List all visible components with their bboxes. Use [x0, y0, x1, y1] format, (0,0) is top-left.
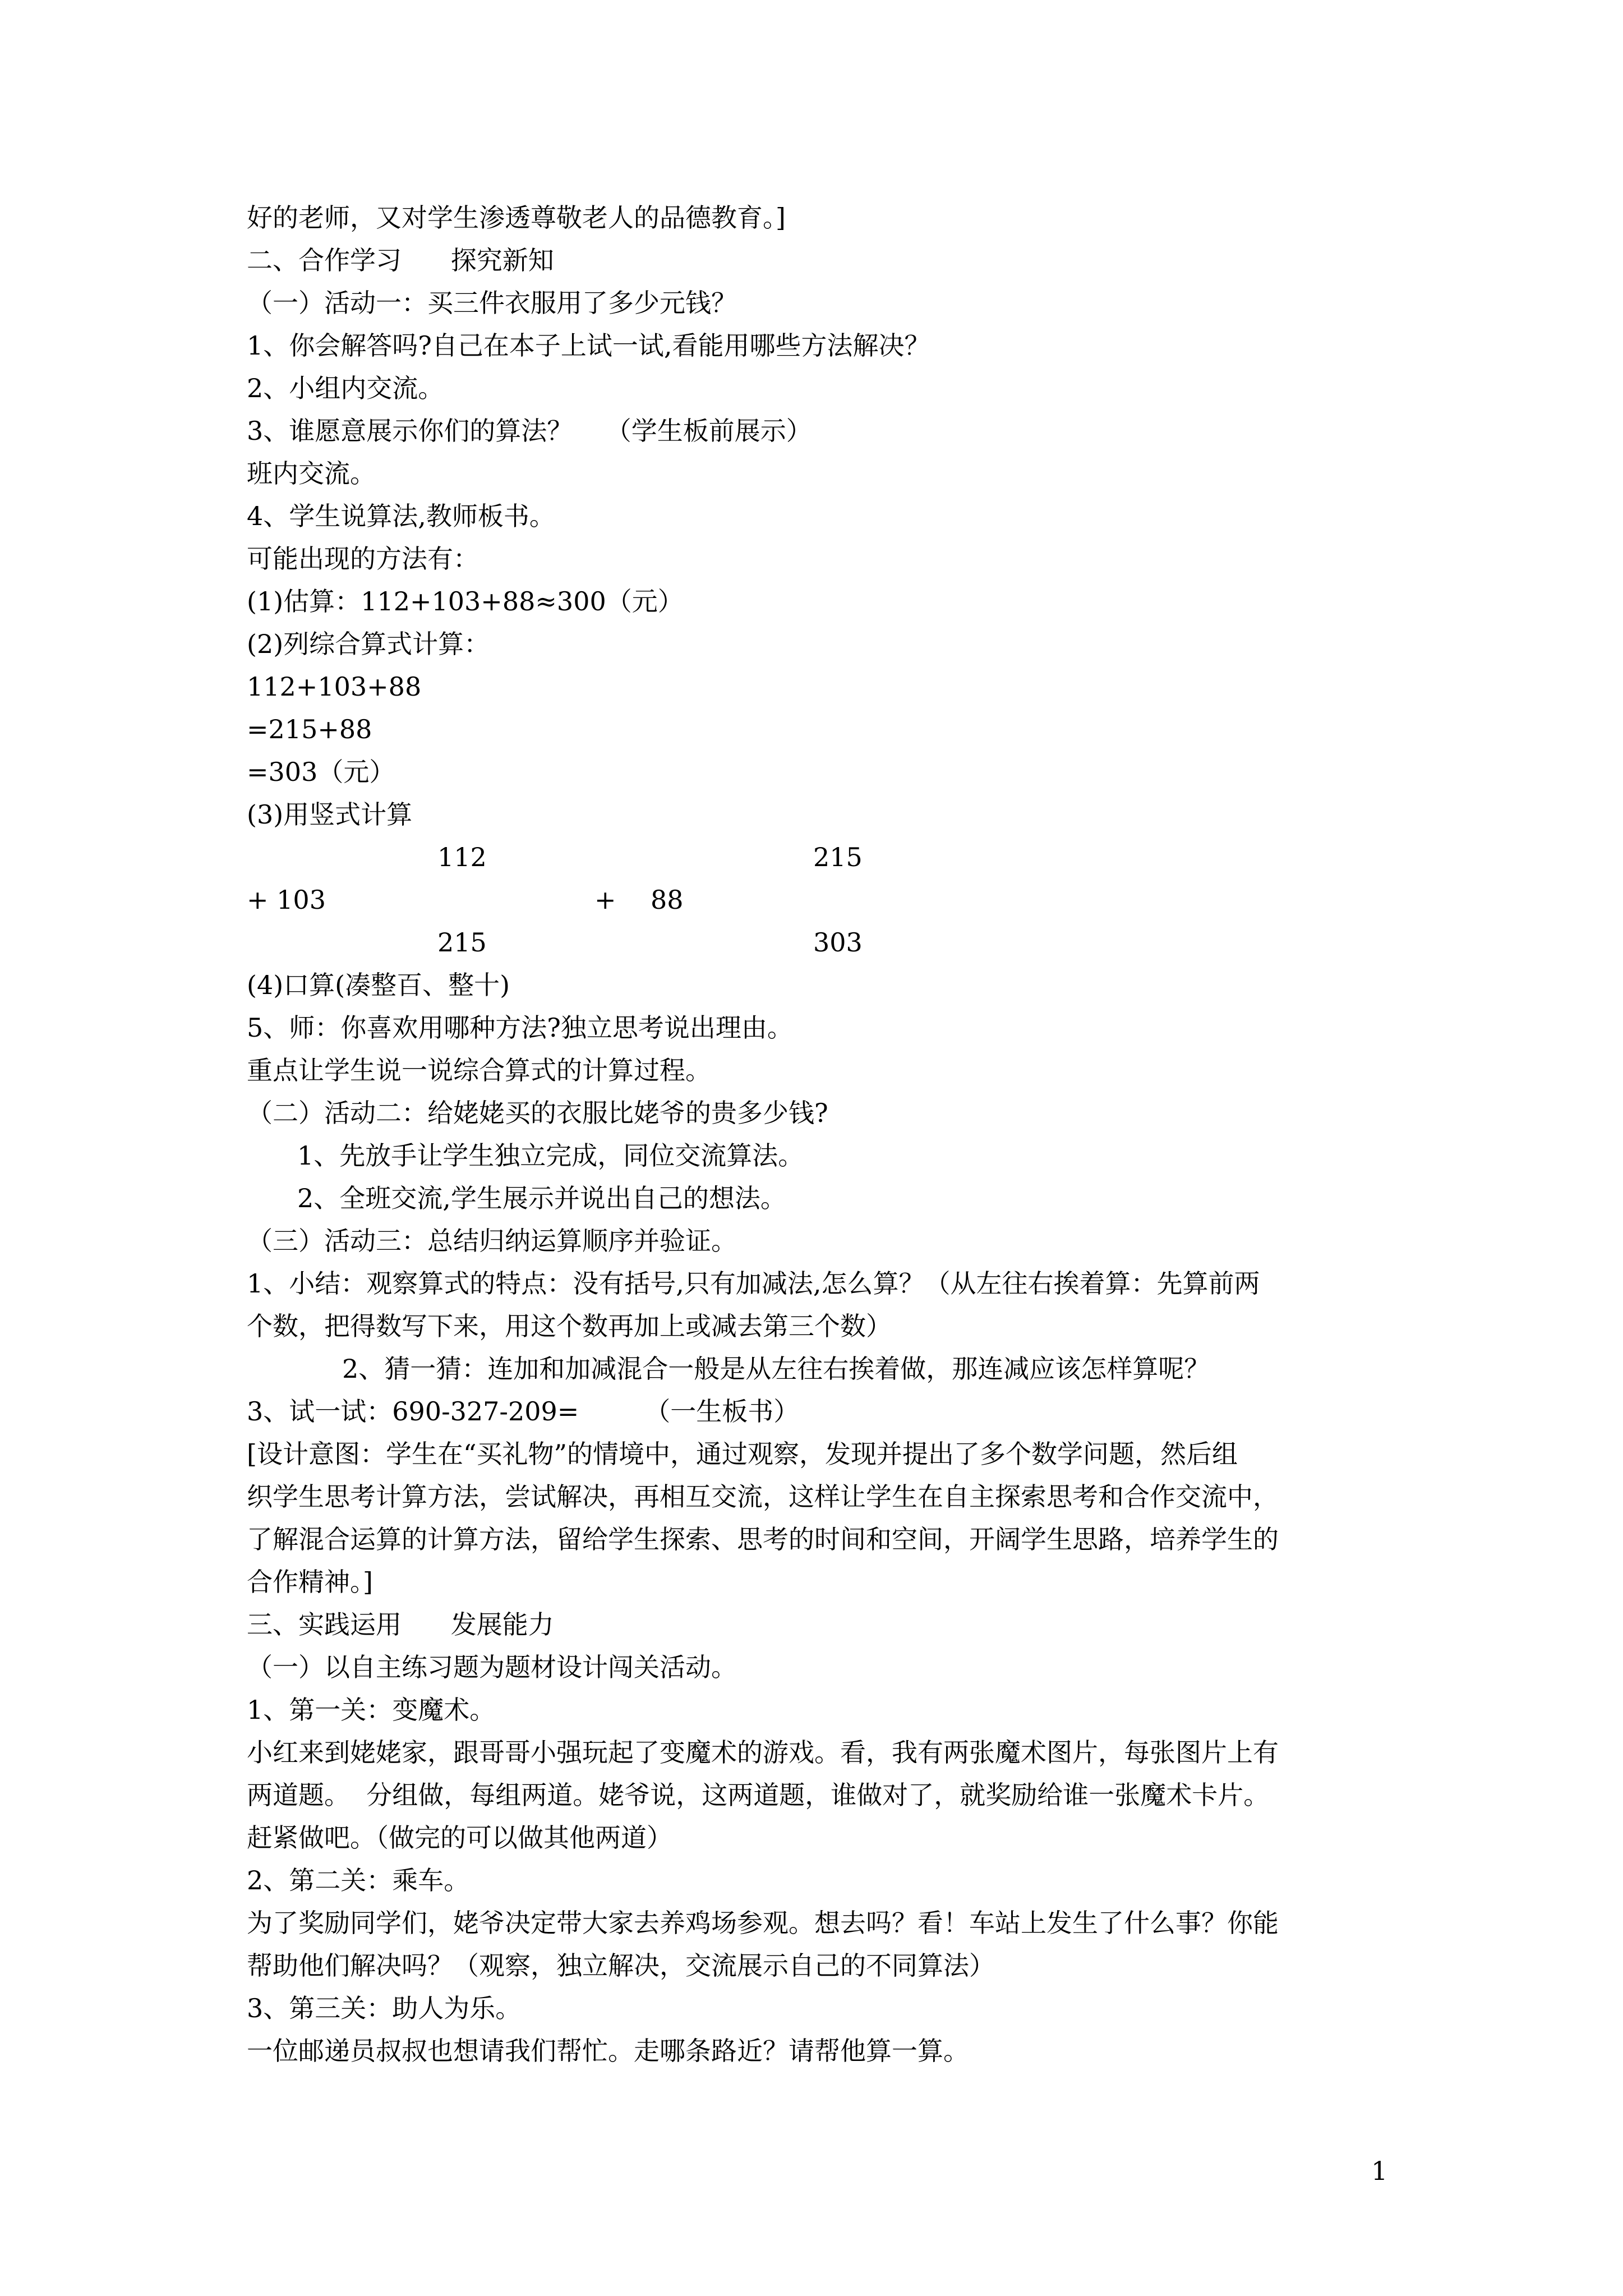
text-line: 赶紧做吧。（做完的可以做其他两道） [247, 1823, 672, 1853]
vertical-calc-row [247, 836, 1391, 878]
text-line: (3)用竖式计算 [247, 799, 413, 830]
text-line: 3、试一试：690-327-209= （一生板书） [247, 1396, 800, 1427]
text-line: 5、师：你喜欢用哪种方法?独立思考说出理由。 [247, 1013, 793, 1043]
text-line: (4)口算(凑整百、整十) [247, 970, 510, 1000]
vertical-calc-operator: + [594, 885, 616, 915]
text-line: 1、先放手让学生独立完成，同位交流算法。 [297, 1140, 804, 1171]
text-line: 班内交流。 [247, 458, 376, 489]
vertical-calc-row [247, 878, 1391, 921]
text-line: 2、猜一猜：连加和加减混合一般是从左往右挨着做，那连减应该怎样算呢？ [342, 1354, 1210, 1384]
text-line: 可能出现的方法有： [247, 544, 479, 574]
text-line: 为了奖励同学们，姥爷决定带大家去养鸡场参观。想去吗？看！车站上发生了什么事？你能 [247, 1908, 1279, 1938]
design-intent-line: 织学生思考计算方法，尝试解决，再相互交流，这样让学生在自主探索思考和合作交流中， [247, 1481, 1279, 1512]
section-heading: 三、实践运用 发展能力 [247, 1609, 554, 1640]
text-line: 重点让学生说一说综合算式的计算过程。 [247, 1055, 711, 1085]
document-body [247, 196, 1391, 2072]
design-intent-line: 合作精神。] [247, 1567, 373, 1597]
text-line: 2、第二关：乘车。 [247, 1865, 470, 1895]
text-line: 1、第一关：变魔术。 [247, 1695, 496, 1725]
design-intent-line: 了解混合运算的计算方法，留给学生探索、思考的时间和空间，开阔学生思路，培养学生的 [247, 1524, 1279, 1554]
text-line: 个数，把得数写下来，用这个数再加上或减去第三个数） [247, 1311, 892, 1341]
vertical-calc-value: 303 [813, 927, 863, 958]
design-intent-line: [设计意图：学生在“买礼物”的情境中，通过观察，发现并提出了多个数学问题，然后组 [247, 1439, 1238, 1469]
activity-heading: （二）活动二：给姥姥买的衣服比姥爷的贵多少钱? [247, 1098, 828, 1128]
activity-heading: （三）活动三：总结归纳运算顺序并验证。 [247, 1226, 737, 1256]
text-line: 3、谁愿意展示你们的算法？ （学生板前展示） [247, 416, 812, 446]
text-line: (1)估算：112+103+88≈300（元） [247, 586, 684, 616]
activity-heading: （一）活动一：买三件衣服用了多少元钱？ [247, 288, 737, 318]
text-line: 1、小结：观察算式的特点：没有括号,只有加减法,怎么算？（从左往右挨着算：先算前两 [247, 1268, 1260, 1299]
vertical-calc-row [247, 921, 1391, 964]
formula-line: =303（元） [247, 757, 395, 787]
vertical-calc-value: 112 [437, 842, 487, 872]
text-line: 3、第三关：助人为乐。 [247, 1993, 522, 2023]
text-line: 两道题。 分组做，每组两道。姥爷说，这两道题，谁做对了，就奖励给谁一张魔术卡片。 [247, 1780, 1270, 1810]
text-line: 1、你会解答吗?自己在本子上试一试,看能用哪些方法解决？ [247, 330, 930, 361]
page-number: 1 [1371, 2156, 1388, 2186]
formula-line: =215+88 [247, 714, 372, 744]
text-line: 2、小组内交流。 [247, 373, 444, 403]
activity-heading: （一）以自主练习题为题材设计闯关活动。 [247, 1652, 737, 1682]
text-line: 一位邮递员叔叔也想请我们帮忙。走哪条路近？请帮他算一算。 [247, 2036, 969, 2066]
text-line: (2)列综合算式计算： [247, 629, 490, 659]
section-heading: 二、合作学习 探究新知 [247, 245, 554, 275]
text-line: 4、学生说算法,教师板书。 [247, 501, 555, 531]
vertical-calc-value: 215 [437, 927, 487, 958]
text-line: 好的老师，又对学生渗透尊敬老人的品德教育。] [247, 203, 786, 233]
formula-line: 112+103+88 [247, 671, 422, 702]
vertical-calc-value: 215 [813, 842, 863, 872]
text-line: 小红来到姥姥家，跟哥哥小强玩起了变魔术的游戏。看，我有两张魔术图片，每张图片上有 [247, 1737, 1279, 1768]
text-line: 帮助他们解决吗？（观察，独立解决，交流展示自己的不同算法） [247, 1950, 995, 1981]
vertical-calc-value: 88 [651, 885, 684, 915]
text-line: 2、全班交流,学生展示并说出自己的想法。 [297, 1183, 786, 1213]
vertical-calc-value: + 103 [247, 885, 326, 915]
